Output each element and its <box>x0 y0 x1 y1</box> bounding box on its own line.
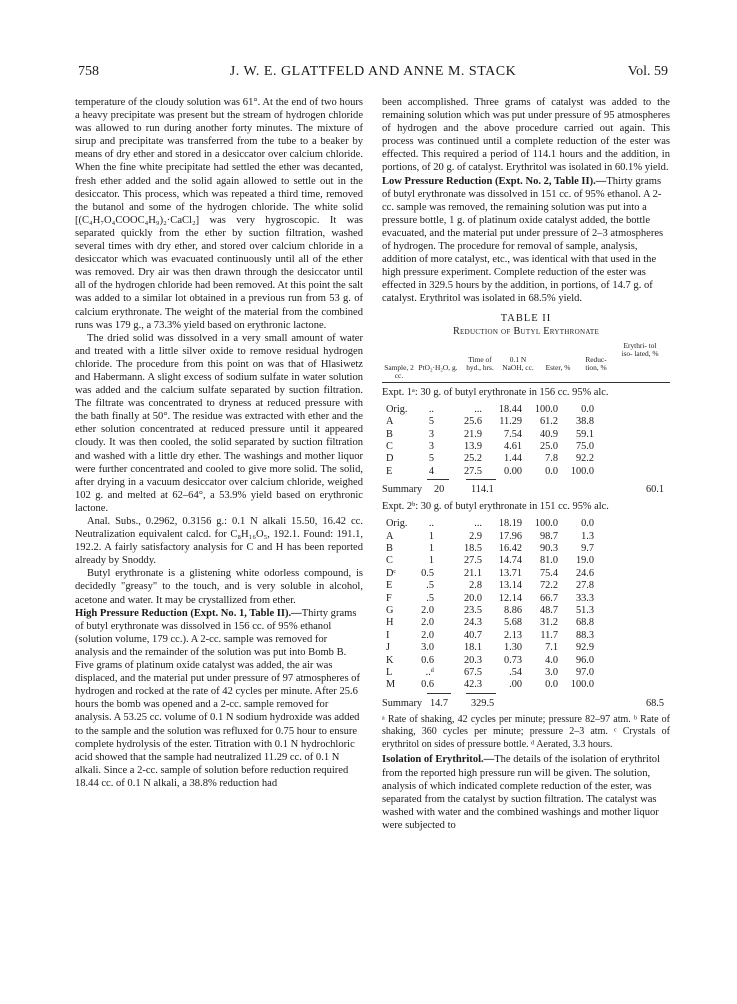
row-label: A <box>386 416 394 428</box>
table-cell: 75.0 <box>575 440 594 452</box>
table-cell: 4 <box>428 465 434 477</box>
table-cell: 31.2 <box>539 617 558 629</box>
row-label: K <box>386 654 394 666</box>
table-cell: 2.0 <box>421 604 434 616</box>
row-label: L <box>386 666 393 678</box>
summary-erythritol: 60.1 <box>646 484 665 496</box>
table-cell: 0.0 <box>581 518 594 530</box>
table-cell: 18.44 <box>498 403 522 415</box>
table-cell: 5 <box>428 416 434 428</box>
col-header-reduction: Reduc- tion, % <box>585 354 607 372</box>
table-cell: 100.0 <box>570 465 594 477</box>
table-cell: 2.0 <box>421 629 434 641</box>
left-column <box>75 96 363 790</box>
col-header-ester: Ester, % <box>545 362 571 372</box>
table-cell: 19.0 <box>575 555 594 567</box>
table-subtitle: Reduction of Butyl Erythronate <box>452 325 600 337</box>
section-heading: Isolation of Erythritol.— <box>382 754 495 766</box>
table-cell: 25.0 <box>539 440 558 452</box>
table-cell: 21.1 <box>463 567 482 579</box>
table-cell: 42.3 <box>463 679 482 691</box>
table-cell: 2.13 <box>503 629 522 641</box>
table-cell: 18.19 <box>498 518 522 530</box>
summary-time: 114.1 <box>471 484 494 496</box>
page-number: 758 <box>78 64 99 79</box>
table-cell: 27.5 <box>463 465 482 477</box>
table-cell: 40.7 <box>463 629 482 641</box>
table-cell: 88.3 <box>575 629 594 641</box>
section-heading: High Pressure Reduction (Expt. No. 1, Table II).— <box>75 607 302 619</box>
table-cell: 1.3 <box>581 530 594 542</box>
table-cell: 75.4 <box>539 567 558 579</box>
table-cell: ... <box>474 518 482 530</box>
table-row <box>382 428 670 440</box>
row-label: E <box>386 580 393 592</box>
table-cell: 14.74 <box>498 555 522 567</box>
table-cell: ..ᵈ <box>425 666 434 678</box>
table-cell: 67.5 <box>463 666 482 678</box>
table-cell: 33.3 <box>575 592 594 604</box>
table-cell: 59.1 <box>575 428 594 440</box>
table-cell: .5 <box>426 580 434 592</box>
table-cell: 0.0 <box>545 679 558 691</box>
row-label: D <box>386 453 394 465</box>
table-cell: 20.3 <box>463 654 482 666</box>
table-cell: 0.73 <box>503 654 522 666</box>
volume-label: Vol. 59 <box>627 64 668 79</box>
table-cell: 13.9 <box>463 440 482 452</box>
row-label: B <box>386 543 393 554</box>
section-body: Thirty grams of butyl erythronate was dissolved in 151 cc. of 95% ethanol. A 2-cc. sample was removed, the remaining solution was put into a pressure bottle, 1 g. of platinum oxide catalyst added, the bottle evacuated, and the material put under pressure of 2–3 atmospheres of hydrogen. The procedure for removal of sample, analysis, addition of more catalyst, etc., was identical with that used in the high pressure experiment. Complete reduction of the ester was effected in 329.5 hours by the addition, in portions, of 14.7 g. of catalyst. Erythritol was isolated in 68.5% yield. <box>382 175 664 305</box>
paragraph: Butyl erythronate is a glistening white odorless compound, is decidedly "greasy" to the touch, and is very soluble in alcohol, acetone and water. It may be crystallized from ether. <box>75 568 363 606</box>
table-cell: 81.0 <box>539 555 558 567</box>
summary-time: 329.5 <box>471 697 495 709</box>
analysis-paragraph: Anal. Subs., 0.2962, 0.3156 g.: 0.1 N alkali 15.50, 16.42 cc. Neutralization equivalent calcd. for C₈H₁₆O₅, 192.1. Found: 191.1, 192.2. A fairly satisfactory analysis for C and H has been reported already by Snoddy. <box>75 516 363 567</box>
summary-label: Summary <box>382 697 423 709</box>
table-cell: 92.9 <box>575 642 594 654</box>
table-cell: 1 <box>428 555 434 567</box>
table-cell: 5.68 <box>503 617 522 629</box>
right-column <box>382 96 670 832</box>
table-footnotes: ᵃ Rate of shaking, 42 cycles per minute; pressure 82–97 atm. ᵇ Rate of shaking, 360 cycles per minute; pressure 2–3 atm. ᶜ Crystals of erythritol on sides of pressure bottle. ᵈ Aerated, 3.3 hours. <box>382 713 670 750</box>
table-cell: 25.6 <box>463 416 482 428</box>
table-cell: 9.7 <box>581 543 594 554</box>
expt2-rows <box>382 517 670 690</box>
row-label: J <box>386 642 391 654</box>
row-label: Dᶜ <box>386 567 397 579</box>
table-cell: 38.8 <box>575 416 594 428</box>
table-cell: 0.6 <box>421 679 434 691</box>
table-row <box>382 616 670 628</box>
running-authors: J. W. E. GLATTFELD AND ANNE M. STACK <box>229 64 517 79</box>
table-cell: 7.54 <box>503 428 522 440</box>
summary-erythritol: 68.5 <box>646 697 665 709</box>
row-label: F <box>386 592 392 604</box>
summary-catalyst: 14.7 <box>430 697 449 709</box>
table-cell: 20.0 <box>463 592 482 604</box>
table-cell: 3.0 <box>421 642 434 654</box>
table-cell: .54 <box>509 666 522 678</box>
table-row <box>382 641 670 653</box>
table-cell: 4.0 <box>545 654 558 666</box>
row-label: M <box>386 679 396 691</box>
table-cell: 90.3 <box>539 543 558 554</box>
table-cell: 12.14 <box>498 592 522 604</box>
table-row <box>382 604 670 616</box>
table-cell: 24.3 <box>463 617 482 629</box>
paragraph: The dried solid was dissolved in a very small amount of water and treated with a little silver oxide to remove residual hydrogen chloride. The procedure from this point on was that of Hlasiwetz and Habermann. A slight excess of sodium sulfate in water solution was added and the calcium sulfate separated by suction filtration. The filtrate was concentrated to dryness at reduced pressure with the bath finally at 50°. The residue was extracted with ether and the ether solution concentrated at reduced pressure until it appeared cloudy. It was then cooled, the solid separated by suction filtration and washed with a little dry ether. The washings and mother liquor were further concentrated and cooled to give more solid. The solid, after drying in a vacuum desiccator over calcium chloride, weighed 102 g. and melted at 62–64°, a 53.9% yield based on erythronic lactone. <box>75 332 363 514</box>
table-cell: 100.0 <box>534 403 558 415</box>
table-cell: 0.0 <box>581 403 594 415</box>
table-cell: .00 <box>509 679 522 691</box>
paragraph: temperature of the cloudy solution was 61°. At the end of two hours a heavy precipitate was present but the stream of hydrogen chloride was allowed to run during another forty minutes. The mixture of sirup and precipitate was transferred from the tube to a beaker by means of dry ether and stored in a desiccator over calcium chloride. When the fine white precipitate had settled the ether was decanted, fresh ether added and the solid again allowed to settle out in the desiccator. This process, which was repeated a third time, removed the butanol and some of the hydrogen chloride. The white solid [(C₄H₇O₄COOC₄H₉)₂·CaCl₂] was very hygroscopic. It was separated quickly from the ether by suction filtration, washed several times with dry ether, and stored over calcium chloride in a desiccator which was evacuated continuously until all of the ether was removed. Dry air was then drawn through the desiccator until all of the hydrogen chloride had been removed. At this point the salt was added to a similar lot obtained in a previous run from 53 g. of calcium erythronate. The weight of the material from the combined runs was 179 g., a 73.3% yield based on erythronic lactone. <box>75 97 363 331</box>
table-cell: 13.71 <box>498 567 522 579</box>
table-cell: 27.5 <box>463 555 482 567</box>
row-label: I <box>386 629 390 641</box>
summary-label: Summary <box>382 484 423 496</box>
col-header-pto2: PtO₂·H₂O, g. <box>418 362 458 372</box>
table-row <box>382 465 670 477</box>
table-cell: 18.5 <box>463 543 482 554</box>
table-cell: 11.7 <box>540 629 558 641</box>
table-row <box>382 678 670 690</box>
table-cell: .5 <box>426 592 434 604</box>
table-row <box>382 567 670 579</box>
table-row <box>382 579 670 591</box>
section-heading: Low Pressure Reduction (Expt. No. 2, Table II).— <box>382 175 607 187</box>
table-title: TABLE II <box>500 312 552 324</box>
table-cell: 40.9 <box>539 428 558 440</box>
table-row <box>382 654 670 666</box>
table-cell: 51.3 <box>575 604 594 616</box>
table-row <box>382 452 670 464</box>
table-row <box>382 629 670 641</box>
row-label: E <box>386 465 393 477</box>
table-row <box>382 403 670 415</box>
table-cell: 1 <box>428 530 434 542</box>
table-cell: 96.0 <box>575 654 594 666</box>
row-label: A <box>386 530 394 542</box>
table-cell: 2.9 <box>469 530 482 542</box>
row-label: B <box>386 428 393 440</box>
table-cell: 23.5 <box>463 604 482 616</box>
table-row <box>382 666 670 678</box>
table-cell: 100.0 <box>570 679 594 691</box>
paragraph: been accomplished. Three grams of catalyst was added to the remaining solution which was put under pressure of 95 atmospheres of hydrogen and the above procedure carried out again. This process was continued until a complete reduction of the ester was effected. This required a period of 114.1 hours and the addition, in portions, of 20 g. of catalyst. Erythritol was isolated in 60.1% yield. <box>382 97 670 174</box>
table-cell: 17.96 <box>498 530 522 542</box>
table-cell: .. <box>428 518 434 530</box>
table-cell: 0.5 <box>421 567 434 579</box>
running-header <box>78 64 668 84</box>
table-cell: 100.0 <box>534 518 558 530</box>
table-row <box>382 542 670 554</box>
table-cell: .. <box>428 403 434 415</box>
table-cell: ... <box>474 403 482 415</box>
table-cell: 1.44 <box>503 453 522 465</box>
expt1-title: Expt. 1ᵃ: 30 g. of butyl erythronate in 156 cc. 95% alc. <box>382 386 609 398</box>
table-cell: 7.8 <box>545 453 558 465</box>
table-cell: 68.8 <box>575 617 594 629</box>
table-cell: 92.2 <box>575 453 594 465</box>
table-cell: 24.6 <box>575 567 594 579</box>
table-header <box>382 338 670 383</box>
table-cell: 27.8 <box>575 580 594 592</box>
table-cell: 0.6 <box>421 654 434 666</box>
table-cell: 7.1 <box>545 642 558 654</box>
table-cell: 48.7 <box>539 604 558 616</box>
summary-catalyst: 20 <box>434 484 445 496</box>
table-cell: 0.00 <box>503 465 522 477</box>
expt1-summary <box>382 479 670 497</box>
row-label: Orig. <box>386 518 408 530</box>
table-cell: 72.2 <box>539 580 558 592</box>
table-cell: 5 <box>428 453 434 465</box>
table-cell: 21.9 <box>463 428 482 440</box>
table-cell: 1 <box>428 543 434 554</box>
table-row <box>382 415 670 427</box>
table-cell: 11.29 <box>499 416 522 428</box>
table-row <box>382 554 670 566</box>
table-cell: 66.7 <box>539 592 558 604</box>
table-cell: 3 <box>428 440 434 452</box>
section-body: The details of the isolation of erythritol from the reported high pressure run will be given. The solution, analysis of which indicated complete reduction of the ester, was separated from the catalyst by suction filtration. The catalyst was washed with water and the combined washings and mother liquor were subjected to <box>382 754 660 831</box>
table-cell: 2.8 <box>469 580 482 592</box>
row-label: C <box>386 555 393 567</box>
table-cell: 3 <box>428 428 434 440</box>
row-label: C <box>386 440 393 452</box>
table-cell: 98.7 <box>539 530 558 542</box>
table-cell: 97.0 <box>575 666 594 678</box>
table-cell: 18.1 <box>463 642 482 654</box>
row-label: H <box>386 617 394 629</box>
table-cell: 1.30 <box>503 642 522 654</box>
col-header-naoh: 0.1 N NaOH, cc. <box>502 354 534 372</box>
table-row <box>382 440 670 452</box>
table-row <box>382 517 670 529</box>
table-cell: 4.61 <box>503 440 522 452</box>
table-cell: 16.42 <box>498 543 522 554</box>
table-row <box>382 530 670 542</box>
table-cell: 8.86 <box>503 604 522 616</box>
table-cell: 2.0 <box>421 617 434 629</box>
col-header-erythritol: Erythri- tol iso- lated, % <box>621 340 659 358</box>
col-header-sample: Sample, 2 cc. <box>384 362 414 380</box>
section-body: Thirty grams of butyl erythronate was dissolved in 156 cc. of 95% ethanol (solution volume, 179 cc.). A 2-cc. sample was removed for analysis and the remainder of the solution was put into Bomb B. Five grams of platinum oxide catalyst was added, the air was displaced, and the material put under pressure of 97 atmospheres of hydrogen and rocked at the rate of 42 cycles per minute. After 25.6 hours the bomb was opened and a 2-cc. sample removed for analysis. A 53.25 cc. volume of 0.1 N sodium hydroxide was added to the sample and the solution was refluxed for 0.75 hour to ensure complete hydrolysis of the ester. Titration with 0.1 N hydrochloric acid showed that the sample had neutralized 11.29 cc. of 0.1 N alkali. Since a 2-cc. sample of solution before reduction required 18.44 cc. of 0.1 N alkali, a 38.8% reduction had <box>75 607 360 789</box>
col-header-time: Time of hyd., hrs. <box>466 354 494 372</box>
table-row <box>382 592 670 604</box>
table-cell: 13.14 <box>498 580 522 592</box>
table-cell: 61.2 <box>539 416 558 428</box>
expt2-title: Expt. 2ᵇ: 30 g. of butyl erythronate in 151 cc. 95% alc. <box>382 501 609 513</box>
row-label: G <box>386 604 394 616</box>
expt2-summary <box>382 693 670 711</box>
expt1-rows <box>382 403 670 477</box>
table-cell: 3.0 <box>545 666 558 678</box>
table-cell: 25.2 <box>463 453 482 465</box>
row-label: Orig. <box>386 403 408 415</box>
table-cell: 0.0 <box>545 465 558 477</box>
